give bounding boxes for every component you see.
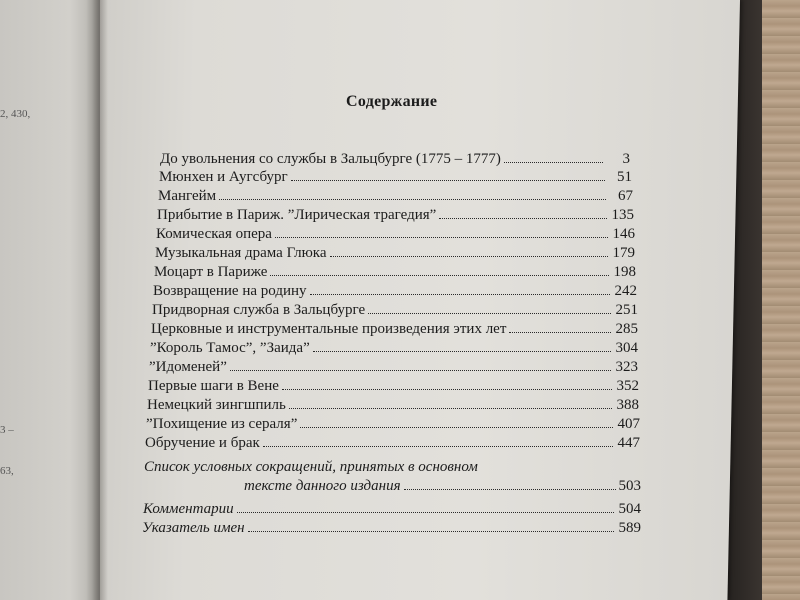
toc-dot-leader — [270, 263, 609, 276]
toc-entry-label: До увольнения со службы в Зальцбурге (1775 – 1777) — [160, 151, 501, 167]
toc-entry-label: Список условных сокращений, принятых в основном — [144, 459, 478, 475]
toc-title: Содержание — [346, 93, 438, 110]
toc-entry-label: Указатель имен — [142, 520, 245, 536]
toc-dot-leader — [330, 244, 608, 257]
toc-entry-label: Мюнхен и Аугсбург — [159, 169, 288, 185]
toc-dot-leader — [310, 282, 610, 295]
toc-entry-page: 352 — [616, 378, 639, 394]
toc-dot-leader — [509, 320, 611, 333]
toc-entry — [153, 282, 637, 300]
toc-entry — [148, 377, 639, 395]
toc-dot-leader — [504, 150, 603, 163]
toc-dot-leader — [248, 519, 614, 532]
toc-entry — [142, 519, 641, 537]
toc-entry-page: 242 — [614, 283, 637, 299]
toc-entry-label: Музыкальная драма Глюка — [155, 245, 327, 261]
toc-entry-page: 146 — [612, 226, 635, 242]
toc-entry — [145, 434, 640, 452]
toc-entry — [160, 150, 630, 168]
toc-entry-label: ”Король Тамос”, ”Заида” — [150, 340, 310, 356]
left-page — [0, 0, 100, 600]
toc-entry — [146, 415, 640, 433]
toc-entry — [151, 320, 638, 338]
toc-dot-leader — [291, 168, 605, 181]
toc-entry-page: 285 — [615, 321, 638, 337]
toc-entry-label: ”Идоменей” — [149, 359, 227, 375]
table-of-contents — [100, 0, 740, 600]
toc-entry-label: Обручение и брак — [145, 435, 260, 451]
toc-entry — [157, 206, 634, 224]
toc-entry-label: Придворная служба в Зальцбурге — [152, 302, 366, 318]
toc-dot-leader — [439, 206, 607, 219]
toc-entry — [155, 244, 635, 262]
toc-entry — [147, 396, 639, 414]
toc-entry-page: 135 — [611, 207, 634, 223]
toc-entry — [150, 339, 638, 357]
toc-entry-page: 67 — [618, 188, 633, 204]
toc-dot-leader — [219, 187, 606, 200]
toc-entry-page: 503 — [618, 478, 641, 494]
toc-entry — [149, 358, 638, 376]
toc-entry-abbreviations — [144, 458, 641, 496]
toc-dot-leader — [289, 396, 612, 409]
toc-entry-label: Мангейм — [158, 188, 217, 204]
toc-entry-page: 179 — [612, 245, 635, 261]
toc-entry-page: 589 — [618, 520, 641, 536]
toc-entry-page: 51 — [617, 169, 632, 185]
toc-entry — [143, 500, 641, 518]
toc-entry-label: Прибытие в Париж. ”Лирическая трагедия” — [157, 207, 437, 223]
toc-entry-page: 323 — [615, 359, 638, 375]
toc-dot-leader — [282, 377, 612, 390]
toc-entry-line — [144, 477, 641, 496]
toc-dot-leader — [263, 434, 613, 447]
toc-dot-leader — [404, 477, 616, 490]
toc-entry — [152, 301, 638, 319]
toc-entry — [158, 187, 633, 205]
toc-entry — [156, 225, 635, 243]
toc-entry-page: 198 — [613, 264, 636, 280]
toc-dot-leader — [368, 301, 611, 314]
toc-dot-leader — [275, 225, 608, 238]
toc-dot-leader — [230, 358, 611, 371]
toc-entry-page: 504 — [618, 501, 641, 517]
toc-entry — [159, 168, 632, 186]
left-page-text: 63, — [0, 465, 14, 477]
toc-entry-page: 447 — [617, 435, 640, 451]
toc-entry-label: тексте данного издания — [244, 478, 401, 494]
toc-dot-leader — [300, 415, 613, 428]
toc-entry-page: 388 — [616, 397, 639, 413]
toc-entry-label: Комментарии — [143, 501, 234, 517]
toc-entry — [154, 263, 636, 281]
toc-dot-leader — [313, 339, 611, 352]
toc-entry-label: Первые шаги в Вене — [148, 378, 279, 394]
toc-entry-label: Немецкий зингшпиль — [147, 397, 286, 413]
toc-entry-label: ”Похищение из сераля” — [146, 416, 298, 432]
toc-entry-page: 304 — [615, 340, 638, 356]
left-page-text: 2, 430, — [0, 108, 31, 120]
toc-entry-page: 407 — [617, 416, 640, 432]
toc-dot-leader — [237, 500, 614, 513]
toc-entry-label: Церковные и инструментальные произведения этих лет — [151, 321, 507, 337]
toc-entry-page: 3 — [622, 151, 630, 167]
left-page-text: 3 – — [0, 424, 14, 436]
toc-entry-label: Моцарт в Париже — [154, 264, 268, 280]
toc-entry-label: Возвращение на родину — [153, 283, 307, 299]
toc-entry-page: 251 — [615, 302, 638, 318]
toc-entry-label: Комическая опера — [156, 226, 272, 242]
